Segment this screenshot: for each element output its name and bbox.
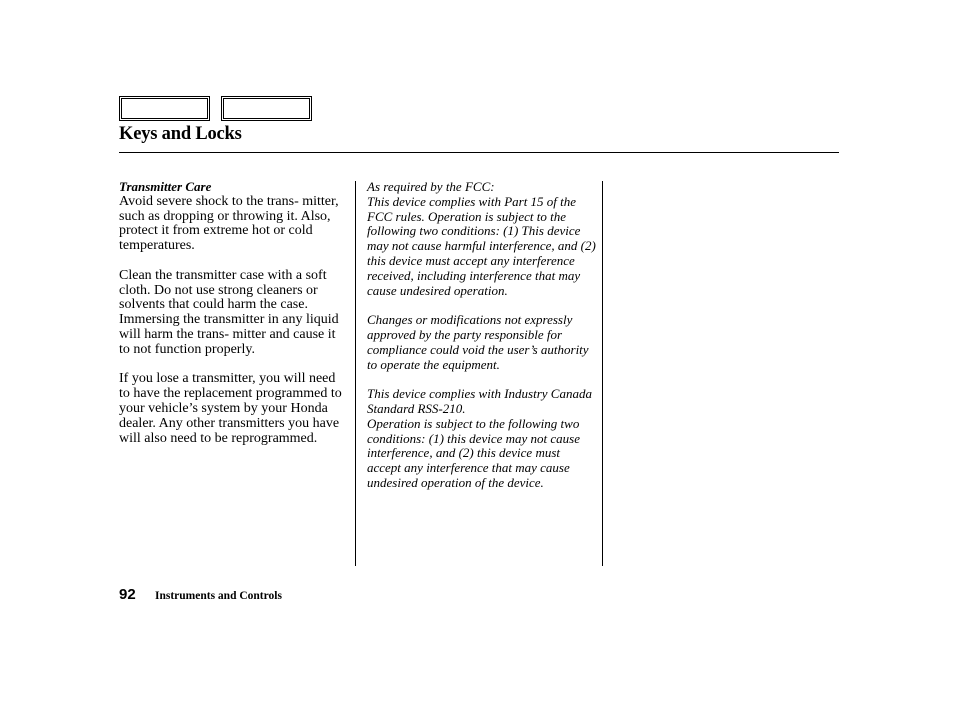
left-column xyxy=(119,180,347,446)
page-title: Keys and Locks xyxy=(119,124,242,144)
paragraph-shock: Avoid severe shock to the trans- mitter, such as dropping or throwing it. Also, protect it from extreme hot or cold temperatures. xyxy=(119,193,339,254)
modifications-notice: Changes or modifications not expressly approved by the party responsible for compliance could void the user’s authority to operate the equipment. xyxy=(367,312,589,372)
middle-column xyxy=(367,180,597,491)
title-divider xyxy=(119,152,839,153)
next-page-button[interactable] xyxy=(221,96,312,121)
fcc-intro: As required by the FCC: xyxy=(367,179,495,194)
column-divider-right xyxy=(602,181,603,566)
previous-page-button[interactable] xyxy=(119,96,210,121)
paragraph-cleaning: Clean the transmitter case with a soft cloth. Do not use strong cleaners or solvents that could harm the case. Immersing the transmitter in any liquid will harm the trans- mitter and cause it to not function properly. xyxy=(119,267,339,357)
column-divider-left xyxy=(355,181,356,566)
page-number: 92 xyxy=(119,586,136,603)
section-heading: Transmitter Care xyxy=(119,179,212,194)
paragraph-lost-transmitter: If you lose a transmitter, you will need to have the replacement programmed to your vehicle’s system by your Honda dealer. Any other transmitters you have will also need to be reprogrammed. xyxy=(119,371,342,446)
industry-canada-statement: Operation is subject to the following two conditions: (1) this device may not cause interference, and (2) this device must accept any interference that may cause undesired operation of the device. xyxy=(367,415,580,490)
industry-canada-intro: This device complies with Industry Canada Standard RSS-210. xyxy=(367,386,592,416)
section-footer: Instruments and Controls xyxy=(155,590,282,602)
fcc-statement: This device complies with Part 15 of the FCC rules. Operation is subject to the following two conditions: (1) This device may not cause harmful interference, and (2) this device must accept any interference received, including interference that may cause undesired operation. xyxy=(367,193,596,298)
